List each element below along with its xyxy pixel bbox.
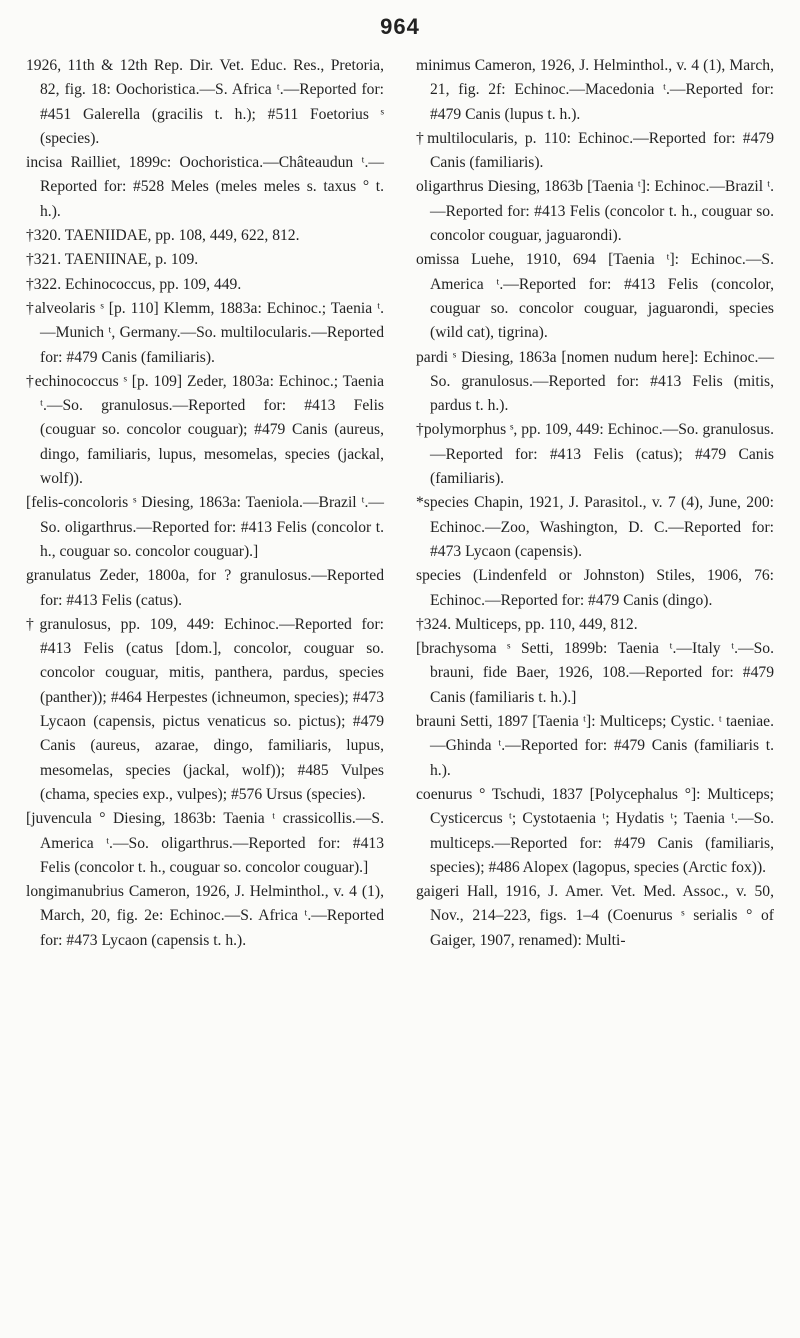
two-column-body [26, 54, 774, 953]
right-column [416, 54, 774, 953]
entry: 1926, 11th & 12th Rep. Dir. Vet. Educ. Res., Pretoria, 82, fig. 18: Oochoristica.—S. Africa ᵗ.—Reported for: #451 Galerella (gracilis t. h.); #511 Foetorius ˢ (species). [26, 57, 384, 147]
entry: †echinococcus ˢ [p. 109] Zeder, 1803a: Echinoc.; Taenia ᵗ.—So. granulosus.—Reported for: #413 Felis (couguar so. concolor couguar); #479 Canis (aureus, dingo, familiaris, lupus, mesomelas, species (jackal, wolf)). [26, 372, 384, 488]
entry: omissa Luehe, 1910, 694 [Taenia ᵗ]: Echinoc.—S. America ᵗ.—Reported for: #413 Felis (concolor, couguar so. concolor couguar, jaguarondi, species (wild cat), tigrina). [416, 251, 774, 342]
entry: †polymorphus ˢ, pp. 109, 449: Echinoc.—So. granulosus.—Reported for: #413 Felis (catus); #479 Canis (familiaris). [416, 421, 774, 488]
entry: [brachysoma ˢ Setti, 1899b: Taenia ᵗ.—Italy ᵗ.—So. brauni, fide Baer, 1926, 108.—Reported for: #479 Canis (familiaris t. h.).] [416, 640, 774, 706]
entry: [juvencula ° Diesing, 1863b: Taenia ᵗ crassicollis.—S. America ᵗ.—So. oligarthrus.—Reported for: #413 Felis (concolor t. h., couguar so. concolor couguar).] [26, 810, 384, 876]
entry: minimus Cameron, 1926, J. Helminthol., v. 4 (1), March, 21, fig. 2f: Echinoc.—Macedonia ᵗ.—Reported for: #479 Canis (lupus t. h.). [416, 57, 774, 123]
entry: †alveolaris ˢ [p. 110] Klemm, 1883a: Echinoc.; Taenia ᵗ.—Munich ᵗ, Germany.—So. multilocularis.—Reported for: #479 Canis (familiaris). [26, 299, 384, 366]
entry: †324. Multiceps, pp. 110, 449, 812. [416, 615, 638, 633]
entry: gaigeri Hall, 1916, J. Amer. Vet. Med. Assoc., v. 50, Nov., 214–223, figs. 1–4 (Coenurus ˢ serialis ° of Gaiger, 1907, renamed): Multi- [416, 883, 774, 949]
entry: longimanubrius Cameron, 1926, J. Helminthol., v. 4 (1), March, 20, fig. 2e: Echinoc.—S. Africa ᵗ.—Reported for: #473 Lycaon (capensis t. h.). [26, 883, 384, 949]
entry: [felis-concoloris ˢ Diesing, 1863a: Taeniola.—Brazil ᵗ.—So. oligarthrus.—Reported for: #413 Felis (concolor t. h., couguar so. concolor couguar).] [26, 494, 384, 560]
entry: brauni Setti, 1897 [Taenia ᵗ]: Multiceps; Cystic. ᵗ taeniae.—Ghinda ᵗ.—Reported for: #479 Canis (familiaris t. h.). [416, 713, 774, 779]
entry: granulatus Zeder, 1800a, for ? granulosus.—Reported for: #413 Felis (catus). [26, 567, 384, 609]
entry: †320. TAENIIDAE, pp. 108, 449, 622, 812. [26, 227, 300, 245]
entry: †321. TAENIINAE, p. 109. [26, 251, 199, 269]
entry: †multilocularis, p. 110: Echinoc.—Reported for: #479 Canis (familiaris). [416, 129, 774, 172]
entry: pardi ˢ Diesing, 1863a [nomen nudum here]: Echinoc.—So. granulosus.—Reported for: #413 Felis (mitis, pardus t. h.). [416, 348, 774, 415]
entry: †322. Echinococcus, pp. 109, 449. [26, 275, 242, 293]
entry: species (Lindenfeld or Johnston) Stiles, 1906, 76: Echinoc.—Reported for: #479 Canis (dingo). [416, 567, 774, 609]
entry: coenurus ° Tschudi, 1837 [Polycephalus °]: Multiceps; Cysticercus ᵗ; Cystotaenia ᵗ; Hydatis ᵗ; Taenia ᵗ.—So. multiceps.—Reported for: #479 Canis (familiaris, species); #486 Alopex (lagopus, species (Arctic fox)). [416, 785, 774, 876]
entry: oligarthrus Diesing, 1863b [Taenia ᵗ]: Echinoc.—Brazil ᵗ.—Reported for: #413 Felis (concolor t. h., couguar so. concolor couguar, jaguarondi). [416, 178, 774, 245]
page-number: 964 [380, 14, 420, 39]
entry: *species Chapin, 1921, J. Parasitol., v. 7 (4), June, 200: Echinoc.—Zoo, Washington, D. C.—Reported for: #473 Lycaon (capensis). [416, 494, 774, 560]
entry: incisa Railliet, 1899c: Oochoristica.—Châteaudun ᵗ.—Reported for: #528 Meles (meles meles s. taxus ° t. h.). [26, 154, 384, 220]
left-column [26, 54, 384, 953]
entry: †granulosus, pp. 109, 449: Echinoc.—Reported for: #413 Felis (catus [dom.], concolor, couguar so. concolor couguar, mitis, panthera, pardus, species (panther)); #464 Herpestes (ichneumon, species); #473 Lycaon (capensis, pictus venaticus so. pictus); #479 Canis (aureus, azarae, dingo, familiaris, lupus, mesomelas, species (jackal, wolf)); #485 Vulpes (chama, species exp., vulpes); #576 Ursus (species). [26, 615, 384, 803]
